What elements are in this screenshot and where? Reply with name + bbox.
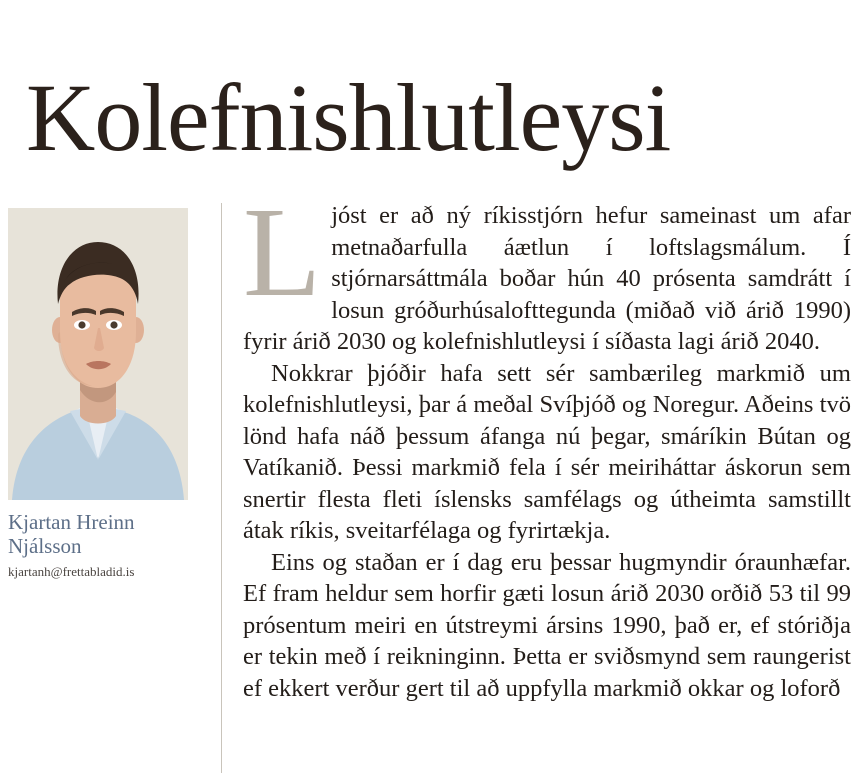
paragraph-1	[243, 181, 851, 358]
author-portrait	[8, 208, 188, 500]
page-title: Kolefnishlutleysi	[26, 64, 671, 172]
paragraph-1-text: jóst er að ný ríkisstjórn hefur sameinast um afar metnaðarfulla áætlun í loftslagsmálum. Í stjórnarsáttmála boðar hún 40 prósenta samdrátt í losun gróðurhúsalofttegunda (miðað við árið 1990) fyrir árið 2030 og kolefnishlutleysi í síðasta lagi árið 2040.	[243, 202, 851, 355]
paragraph-2: Nokkrar þjóðir hafa sett sér sambærileg markmið um kolefnishlutleysi, þar á meðal Svíþjóð og Noregur. Aðeins tvö lönd hafa náð þessum áfanga nú þegar, smáríkin Bútan og Vatíkanið. Þessi markmið fela í sér meiriháttar áskorun sem snertir flesta fleti íslensks samfélags og útheimta samstillt átak ríkis, sveitarfélaga og fyrirtækja.	[243, 359, 851, 544]
paragraph-3: Eins og staðan er í dag eru þessar hugmyndir óraunhæfar. Ef fram heldur sem horfir gæti losun árið 2030 orðið 53 til 99 prósentum meiri en útstreymi ársins 1990, það er, ef stóriðja er tekin með í reikninginn. Þetta er sviðsmynd sem raungerist ef ekkert verður gert til að uppfylla markmið okkar og loforð	[243, 548, 851, 702]
drop-cap: L	[243, 181, 322, 323]
author-email[interactable]: kjartanh@frettabladid.is	[8, 564, 135, 580]
column-divider	[221, 203, 222, 773]
byline-block	[8, 208, 204, 580]
article-body	[243, 181, 851, 704]
author-name: Kjartan Hreinn Njálsson	[8, 510, 135, 559]
